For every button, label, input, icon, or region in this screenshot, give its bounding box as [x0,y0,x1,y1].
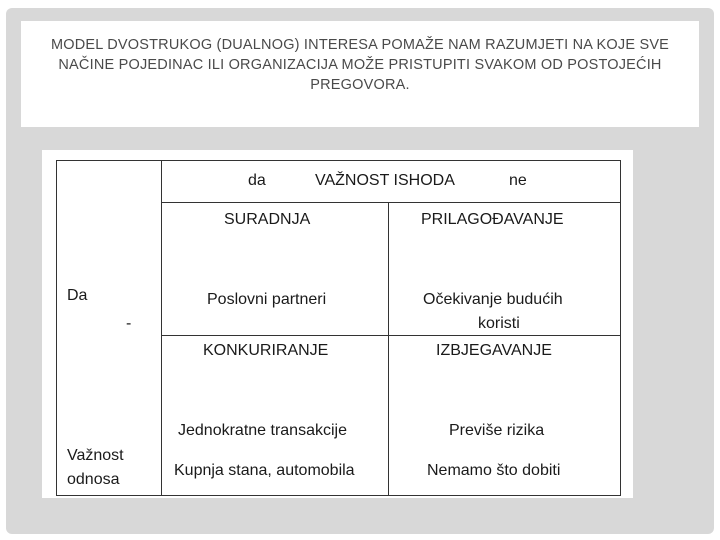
quadrant-line: Nemamo što dobiti [427,461,561,479]
axis-yes-label: Da [67,287,88,304]
axis-label-line2: odnosa [67,471,120,488]
quadrant-line: Kupnja stana, automobila [174,461,355,479]
header-yes-label: da [248,172,266,189]
header-no-label: ne [509,172,527,189]
quadrant-title: KONKURIRANJE [203,341,329,359]
quadrant-title: SURADNJA [224,211,311,229]
quadrant-line: Jednokratne transakcije [178,421,347,439]
title-box [21,21,699,127]
quadrant-title: PRILAGOĐAVANJE [421,211,564,229]
header-title: VAŽNOST ISHODA [315,172,455,189]
quadrant-line: Previše rizika [449,421,545,439]
relationship-importance-axis [57,161,162,496]
dual-interest-table [56,160,621,496]
quadrant-competition [162,335,389,495]
quadrant-avoidance [389,335,621,495]
quadrant-title: IZBJEGAVANJE [436,341,552,359]
outcome-importance-header [162,161,621,203]
quadrant-collaboration [126,203,389,335]
stray-dash: - [126,315,132,333]
dual-interest-table-image [42,150,633,498]
quadrant-accommodation [389,203,621,335]
quadrant-line: Očekivanje budućih [423,291,563,309]
axis-label-line1: Važnost [67,447,124,464]
slide-title: MODEL DVOSTRUKOG (DUALNOG) INTERESA POMAŽE NAM RAZUMJETI NA KOJE SVE NAČINE POJEDINAC ILI ORGANIZACIJA MOŽE PRISTUPITI SVAKOM OD POSTOJEĆIH PREGOVORA. [50,37,670,93]
quadrant-line: Poslovni partneri [207,291,327,309]
quadrant-line: koristi [478,315,520,333]
